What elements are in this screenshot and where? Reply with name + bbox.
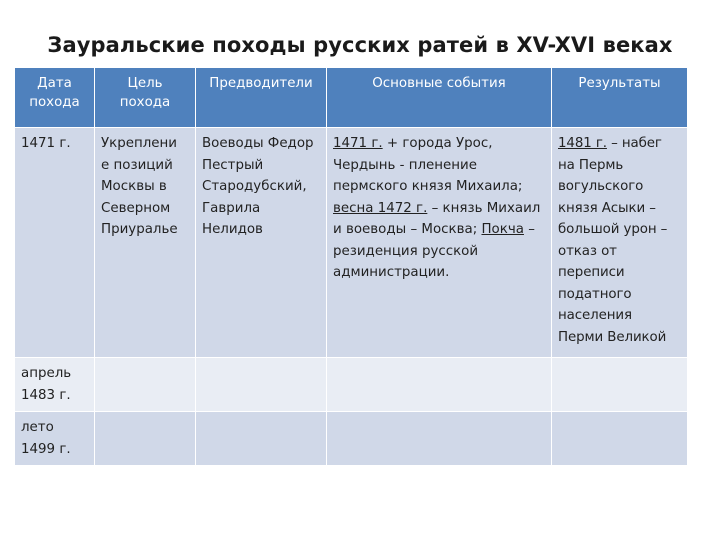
event-text-1: + города Урос, Чердынь - пленение пермского князя Михаила;: [333, 136, 523, 194]
event-text-2: – князь Михаил и воеводы – Москва;: [333, 200, 541, 237]
event-date-1471: 1471 г.: [333, 136, 383, 151]
cell-goal: [95, 412, 196, 466]
page-title: Зауральские походы русских ратей в XV-XVI веках: [47, 33, 673, 57]
campaigns-table: [14, 67, 688, 466]
cell-date: лето 1499 г.: [15, 412, 95, 466]
cell-leaders: [196, 412, 327, 466]
cell-results: [552, 128, 688, 358]
header-date: Дата похода: [15, 68, 95, 128]
table-row: [15, 412, 688, 466]
cell-date: апрель 1483 г.: [15, 358, 95, 412]
table-header-row: [15, 68, 688, 128]
event-text-3: – резиденция русской администрации.: [333, 222, 535, 280]
cell-goal: [95, 358, 196, 412]
cell-leaders: Воеводы Федор Пестрый Стародубский, Гаврила Нелидов: [196, 128, 327, 358]
header-events: Основные события: [327, 68, 552, 128]
header-goal: Цель похода: [95, 68, 196, 128]
table-row: [15, 358, 688, 412]
header-leaders: Предводители: [196, 68, 327, 128]
cell-leaders: [196, 358, 327, 412]
cell-events: [327, 358, 552, 412]
event-date-1472: весна 1472 г.: [333, 200, 428, 216]
cell-goal: Укреплени е позиций Москвы в Северном Приуралье: [95, 128, 196, 358]
table-row: [15, 128, 688, 358]
cell-results: [552, 412, 688, 466]
cell-results: [552, 358, 688, 412]
header-results: Результаты: [552, 68, 688, 128]
cell-events: [327, 128, 552, 358]
result-date-1481: 1481 г.: [558, 136, 607, 151]
result-text: – набег на Пермь вогульского князя Асыки – большой урон – отказ от переписи податного населения Перми Великой: [558, 136, 668, 345]
cell-events: [327, 412, 552, 466]
cell-date: 1471 г.: [15, 128, 95, 358]
event-place-pokcha: Покча: [481, 222, 524, 237]
